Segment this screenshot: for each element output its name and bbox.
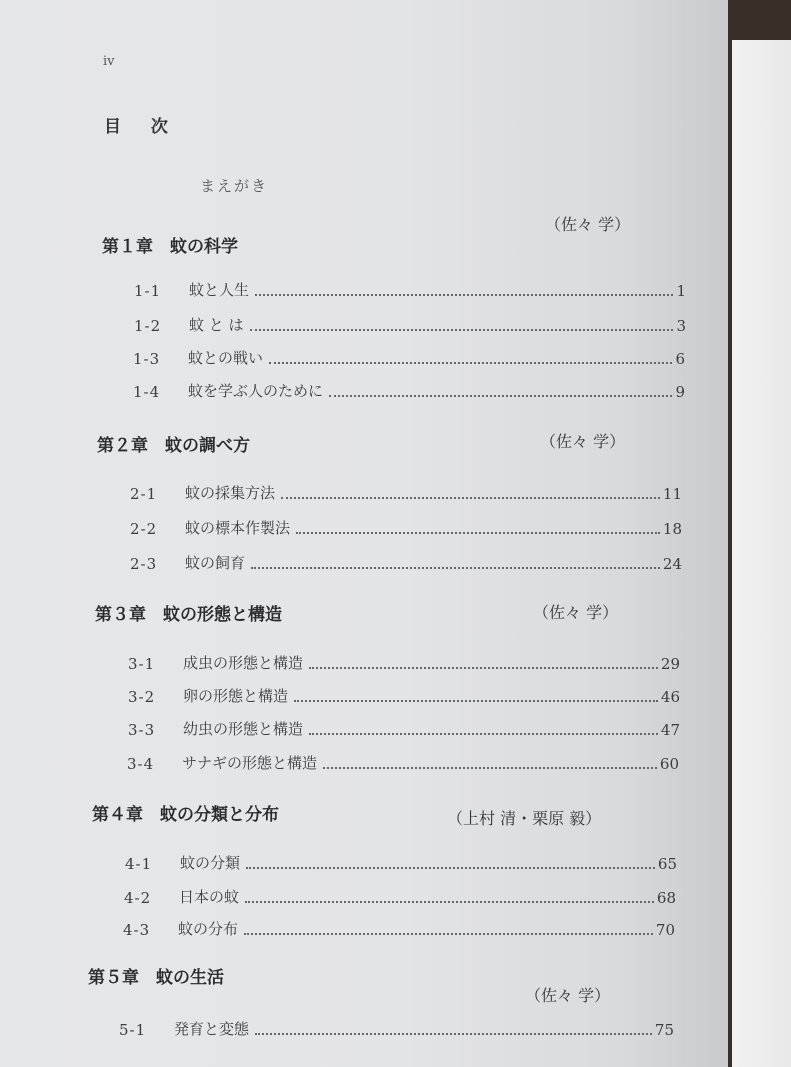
chapter-title-3: 第３章 蚊の形態と構造: [95, 605, 282, 625]
toc-entry: [123, 918, 675, 939]
chapter-author-5: （佐々 学）: [525, 986, 611, 1005]
section-title: 蚊を学ぶ人のために: [188, 382, 324, 400]
dot-leader: [244, 932, 653, 935]
dot-leader: [246, 866, 655, 869]
section-page: 11: [662, 485, 682, 503]
section-page: 75: [654, 1021, 674, 1039]
dot-leader: [245, 900, 654, 903]
toc-entry: [133, 347, 685, 368]
section-page: 29: [660, 655, 680, 673]
dot-leader: [329, 394, 672, 397]
chapter-author-1: （佐々 学）: [545, 215, 631, 234]
dot-leader: [255, 1032, 652, 1035]
dot-leader: [269, 361, 672, 364]
section-title: 蚊との戦い: [188, 349, 264, 367]
section-number: 2-2: [130, 520, 158, 538]
section-page: 6: [675, 350, 685, 368]
section-page: 9: [675, 383, 685, 401]
section-number: 2-1: [130, 485, 158, 503]
section-title: 蚊 と は: [189, 316, 244, 334]
section-number: 4-3: [123, 921, 151, 939]
section-title: 蚊の分類: [180, 854, 241, 872]
preface-entry: まえがき: [200, 177, 269, 195]
toc-entry: [127, 752, 679, 773]
toc-entry: [128, 685, 680, 706]
toc-entry: [130, 552, 682, 573]
dot-leader: [281, 496, 660, 499]
toc-heading: 目 次: [104, 117, 180, 137]
section-number: 5-1: [119, 1021, 147, 1039]
section-page: 24: [662, 555, 682, 573]
dot-leader: [294, 699, 658, 702]
dot-leader: [250, 328, 674, 331]
section-number: 1-1: [134, 282, 162, 300]
section-title: 卵の形態と構造: [183, 687, 289, 705]
section-number: 3-3: [128, 721, 156, 739]
toc-entry: [134, 279, 686, 300]
chapter-author-3: （佐々 学）: [533, 603, 619, 622]
section-number: 1-3: [133, 350, 161, 368]
section-number: 3-1: [128, 655, 156, 673]
toc-entry: [128, 718, 680, 739]
section-number: 2-3: [130, 555, 158, 573]
dot-leader: [323, 766, 657, 769]
section-number: 3-2: [128, 688, 156, 706]
chapter-title-1: 第１章 蚊の科学: [102, 237, 238, 257]
chapter-author-2: （佐々 学）: [540, 432, 626, 451]
section-title: 蚊の採集方法: [185, 484, 276, 502]
toc-entry: [130, 517, 682, 538]
section-title: 蚊の分布: [178, 920, 239, 938]
section-page: 68: [656, 889, 676, 907]
section-page: 65: [657, 855, 677, 873]
section-title: 発育と変態: [174, 1020, 250, 1038]
section-title: 成虫の形態と構造: [183, 654, 304, 672]
section-number: 1-2: [134, 317, 162, 335]
section-title: 蚊の標本作製法: [185, 519, 291, 537]
section-number: 1-4: [133, 383, 161, 401]
dot-leader: [309, 732, 658, 735]
section-page: 3: [676, 317, 686, 335]
section-page: 1: [676, 282, 686, 300]
section-title: サナギの形態と構造: [182, 754, 318, 772]
section-page: 46: [660, 688, 680, 706]
toc-entry: [125, 852, 677, 873]
section-title: 蚊と人生: [189, 281, 250, 299]
toc-entry: [130, 482, 682, 503]
chapter-title-5: 第５章 蚊の生活: [88, 968, 224, 988]
chapter-title-4: 第４章 蚊の分類と分布: [92, 805, 279, 825]
dot-leader: [255, 293, 673, 296]
section-page: 70: [655, 921, 675, 939]
toc-entry: [133, 380, 685, 401]
toc-entry: [119, 1018, 674, 1039]
chapter-title-2: 第２章 蚊の調べ方: [97, 436, 250, 456]
section-title: 日本の蚊: [179, 888, 240, 906]
toc-entry: [124, 886, 676, 907]
section-page: 60: [659, 755, 679, 773]
section-page: 47: [660, 721, 680, 739]
section-number: 4-1: [125, 855, 153, 873]
section-number: 3-4: [127, 755, 155, 773]
dot-leader: [309, 666, 658, 669]
section-page: 18: [662, 520, 682, 538]
section-number: 4-2: [124, 889, 152, 907]
chapter-author-4: （上村 清・栗原 毅）: [447, 809, 602, 828]
page-number: iv: [103, 54, 115, 69]
dot-leader: [296, 531, 660, 534]
section-title: 蚊の飼育: [185, 554, 246, 572]
dot-leader: [251, 566, 660, 569]
toc-entry: [128, 652, 680, 673]
adjacent-page-edge: [732, 40, 791, 1067]
section-title: 幼虫の形態と構造: [183, 720, 304, 738]
toc-entry: [134, 314, 686, 335]
